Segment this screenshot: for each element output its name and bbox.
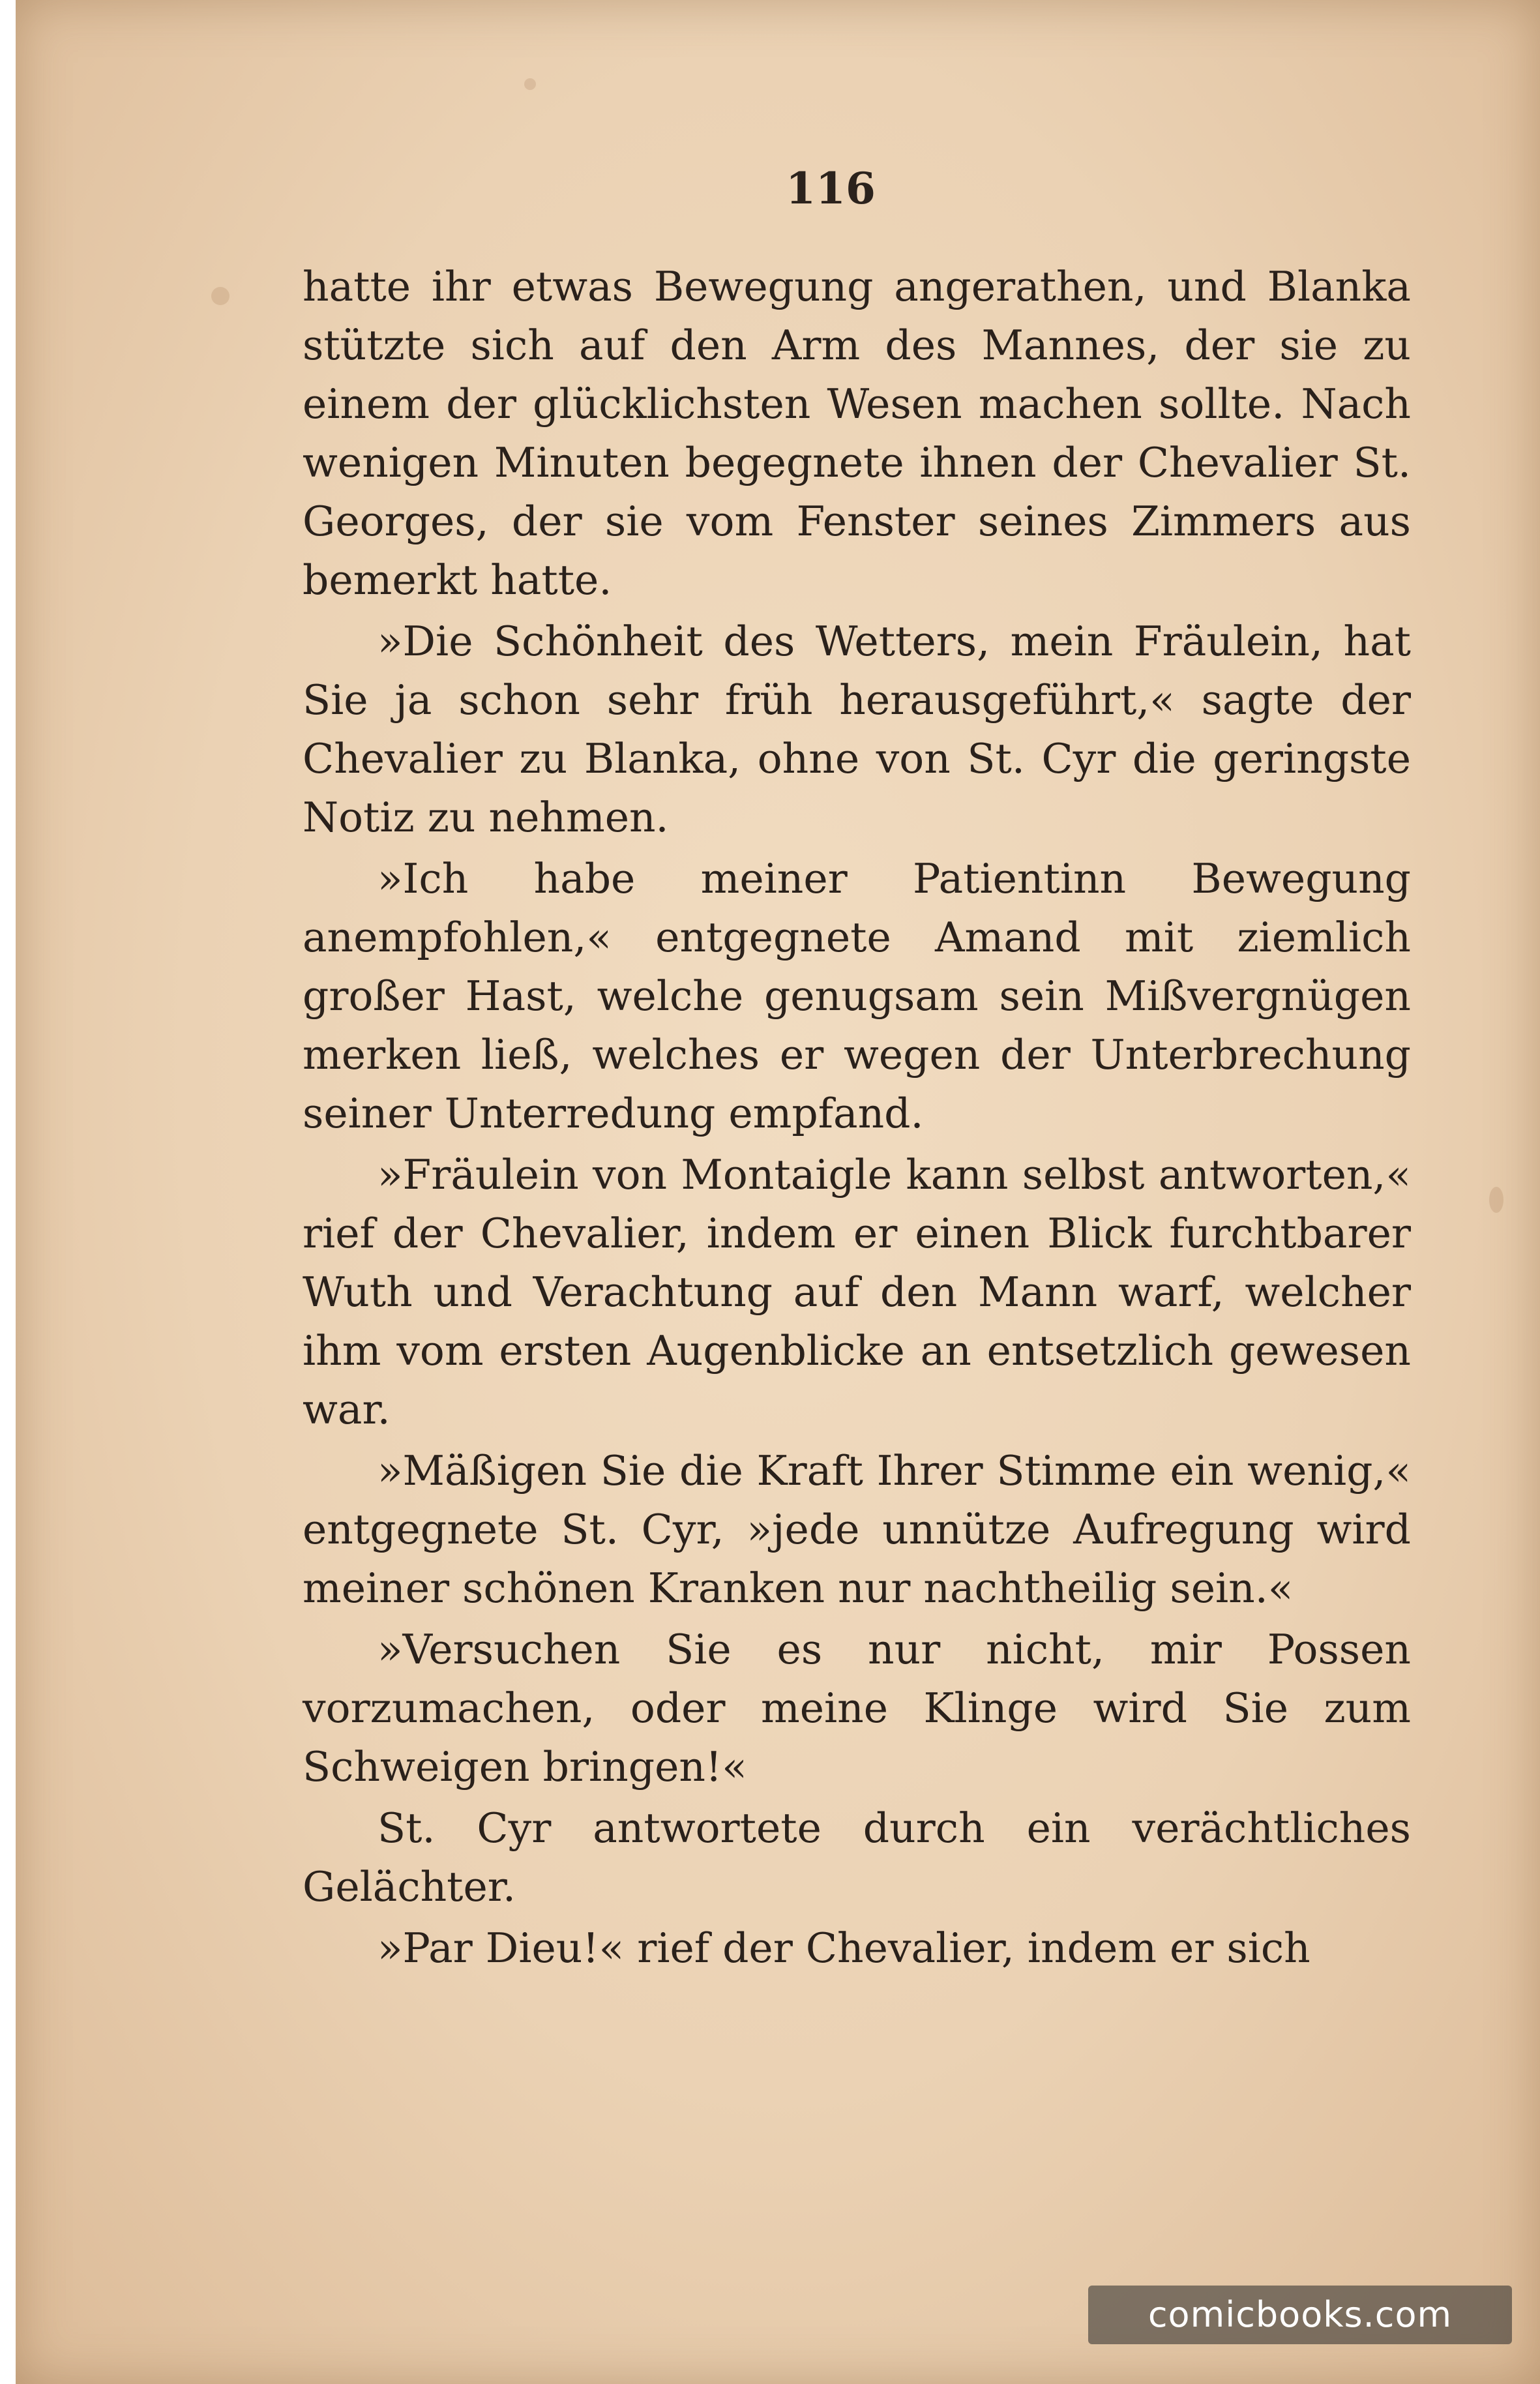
paragraph: »Versuchen Sie es nur nicht, mir Possen vorzumachen, oder meine Klinge wird Sie zum Schweigen bringen!« <box>303 1626 1411 1791</box>
paragraph: »Ich habe meiner Patientinn Bewegung anempfohlen,« entgegnete Amand mit ziemlich großer Hast, welche genugsam sein Mißvergnügen merken ließ, welches er wegen der Unterbrechung seiner Unterredung empfand. <box>303 855 1411 1137</box>
page-number: 116 <box>786 163 876 214</box>
paper-stain <box>524 78 536 90</box>
body-text <box>303 258 1411 1978</box>
book-page <box>16 0 1540 2384</box>
paragraph: »Par Dieu!« rief der Chevalier, indem er sich <box>378 1924 1310 1972</box>
paragraph: hatte ihr etwas Bewegung angerathen, und Blanka stützte sich auf den Arm des Mannes, der sie zu einem der glücklichsten Wesen machen sollte. Nach wenigen Minuten begegnete ihnen der Chevalier St. Georges, der sie vom Fenster seines Zimmers aus bemerkt hatte. <box>303 263 1411 604</box>
paragraph: »Fräulein von Montaigle kann selbst antworten,« rief der Chevalier, indem er einen Blick furchtbarer Wuth und Verachtung auf den Mann warf, welcher ihm vom ersten Augenblicke an entsetzlich gewesen war. <box>303 1151 1411 1433</box>
paper-stain <box>211 287 230 305</box>
watermark: comicbooks.com <box>1088 2286 1512 2344</box>
paragraph: »Mäßigen Sie die Kraft Ihrer Stimme ein wenig,« entgegnete St. Cyr, »jede unnütze Aufregung wird meiner schönen Kranken nur nachtheilig sein.« <box>303 1447 1411 1612</box>
paragraph: St. Cyr antwortete durch ein verächtliches Gelächter. <box>303 1804 1411 1911</box>
paper-stain <box>1489 1187 1503 1213</box>
paragraph: »Die Schönheit des Wetters, mein Fräulein, hat Sie ja schon sehr früh herausgeführt,« sagte der Chevalier zu Blanka, ohne von St. Cyr die geringste Notiz zu nehmen. <box>303 618 1411 841</box>
